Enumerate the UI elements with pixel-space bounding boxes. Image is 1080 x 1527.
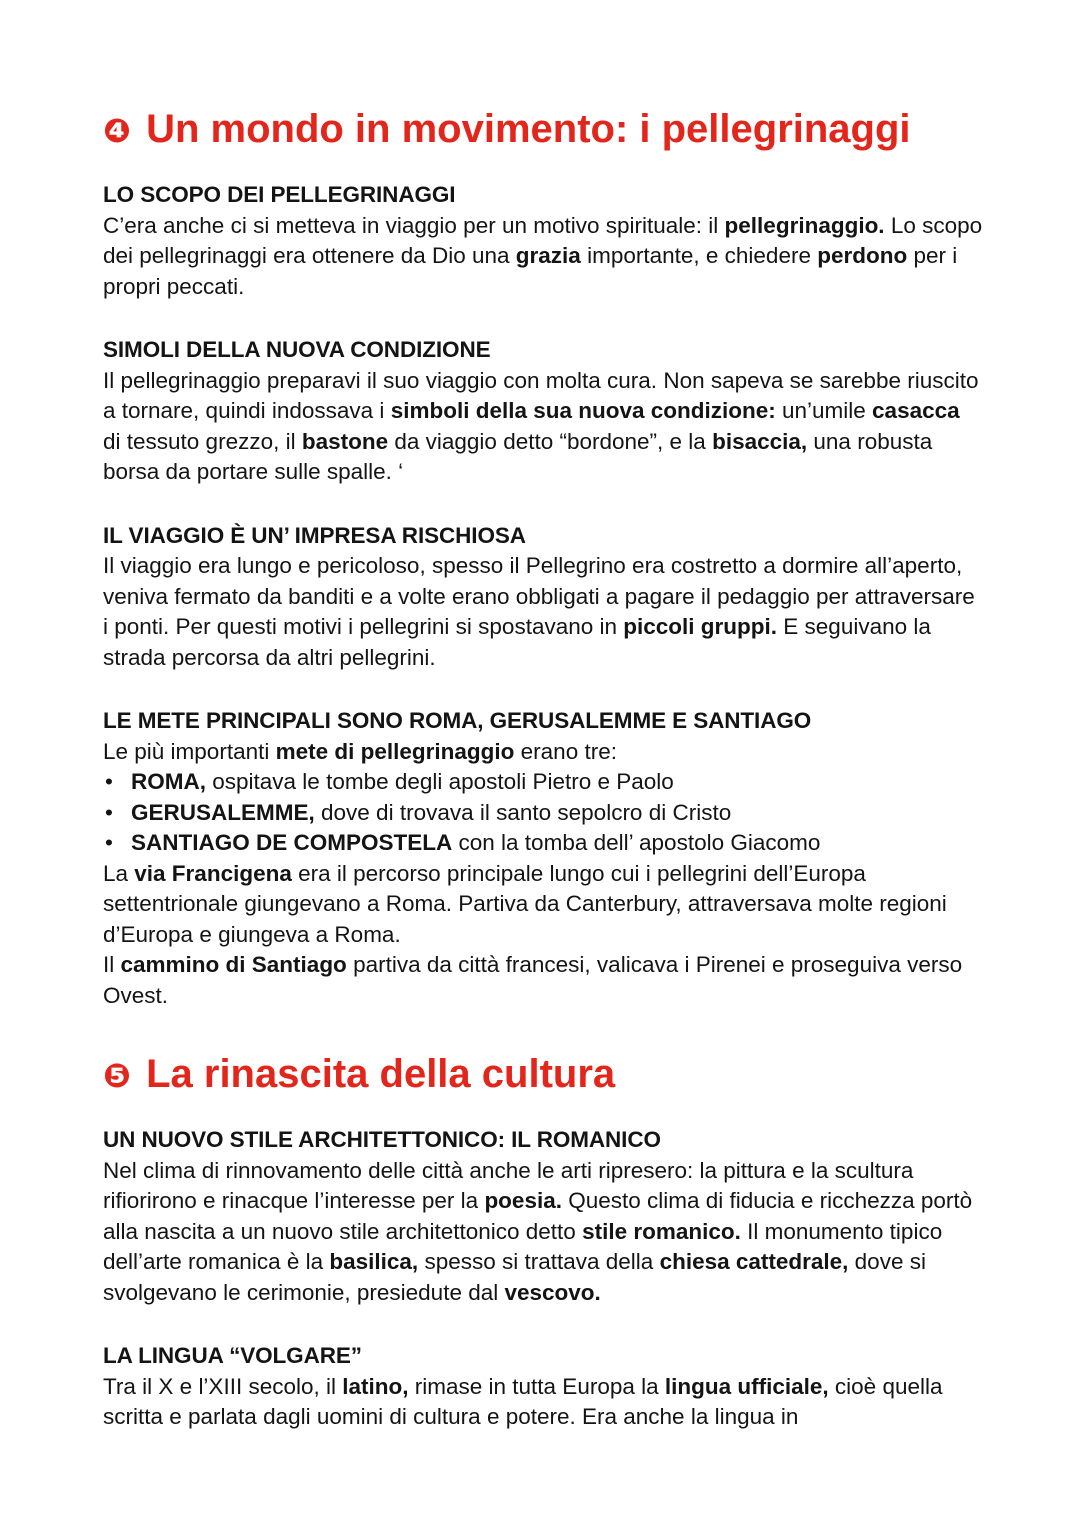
bold-term: perdono <box>817 243 908 268</box>
bold-term: piccoli gruppi. <box>623 614 778 639</box>
bold-term: bastone <box>301 428 389 454</box>
bullet-icon: • <box>105 799 113 825</box>
section-heading: IL VIAGGIO È UN’ IMPRESA RISCHIOSA <box>103 522 526 548</box>
list-item-text: GERUSALEMME, dove di trovava il santo sepolcro di Cristo <box>131 799 732 825</box>
bold-term: simboli della sua nuova condizione: <box>390 398 776 423</box>
bold-term: pellegrinaggio. <box>724 212 885 238</box>
chapter-number-5-icon: ❺ <box>103 1057 131 1094</box>
bold-term: GERUSALEMME, <box>131 799 315 825</box>
list-item <box>103 798 983 829</box>
bold-term: chiesa cattedrale, <box>659 1249 849 1274</box>
section-heading: SIMOLI DELLA NUOVA CONDIZIONE <box>103 337 491 362</box>
bold-term: basilica, <box>329 1249 419 1274</box>
bold-term: ROMA, <box>131 769 206 794</box>
bold-term: poesia. <box>484 1188 562 1213</box>
section-simboli <box>103 335 983 488</box>
bold-term: bisaccia, <box>712 428 808 454</box>
section-mete <box>103 706 983 1011</box>
destinations-list <box>103 767 983 859</box>
list-item-text: ROMA, ospitava le tombe degli apostoli Pietro e Paolo <box>131 769 674 794</box>
bold-term: SANTIAGO DE COMPOSTELA <box>131 830 453 855</box>
list-item <box>103 828 983 859</box>
section-viaggio <box>103 521 983 674</box>
chapter-5-title-text: La rinascita della cultura <box>146 1052 616 1096</box>
section-heading: UN NUOVO STILE ARCHITETTONICO: IL ROMANICO <box>103 1127 661 1152</box>
bold-term: mete di pellegrinaggio <box>275 738 515 764</box>
section-paragraph: Il pellegrinaggio preparavi il suo viaggio con molta cura. Non sapeva se sarebbe riuscito a tornare, quindi indossava i simboli della sua nuova condizione: un’umile casacca di tessuto grezzo, il bastone da viaggio detto “bordone”, e la bisaccia, una robusta borsa da portare sulle spalle. ‘ <box>103 367 979 484</box>
bullet-icon: • <box>105 830 113 855</box>
section-paragraph: Il cammino di Santiago partiva da città francesi, valicava i Pirenei e proseguiva verso Ovest. <box>103 952 963 1008</box>
list-item-text: SANTIAGO DE COMPOSTELA con la tomba dell’ apostolo Giacomo <box>131 830 821 855</box>
section-heading: LA LINGUA “VOLGARE” <box>103 1343 362 1368</box>
bold-term: stile romanico. <box>582 1218 741 1244</box>
section-paragraph: Il viaggio era lungo e pericoloso, spesso il Pellegrino era costretto a dormire all’aperto, veniva fermato da banditi e a volte erano obbligati a pagare il pedaggio per attraversare i ponti. Per questi motivi i pellegrini si spostavano in piccoli gruppi. E seguivano la strada percorsa da altri pellegrini. <box>103 553 975 670</box>
section-paragraph: C’era anche ci si metteva in viaggio per un motivo spirituale: il pellegrinaggio. Lo scopo dei pellegrinaggi era ottenere da Dio una grazia importante, e chiedere perdono per i propri peccati. <box>103 212 983 299</box>
chapter-4-title-text: Un mondo in movimento: i pellegrinaggi <box>146 107 911 151</box>
chapter-4-title <box>103 104 983 156</box>
bold-term: grazia <box>515 243 581 268</box>
section-scopo <box>103 180 983 302</box>
bullet-icon: • <box>105 769 113 794</box>
document-page <box>103 104 983 1466</box>
section-heading: LO SCOPO DEI PELLEGRINAGGI <box>103 182 456 207</box>
list-item <box>103 767 983 798</box>
section-intro: Le più importanti mete di pellegrinaggio erano tre: <box>103 738 617 764</box>
bold-term: via Francigena <box>134 860 292 886</box>
chapter-number-4-icon: ❹ <box>103 112 131 149</box>
bold-term: cammino di Santiago <box>120 952 347 977</box>
section-paragraph: Tra il X e l’XIII secolo, il latino, rimase in tutta Europa la lingua ufficiale, cioè quella scritta e parlata dagli uomini di cultura e potere. Era anche la lingua in <box>103 1373 943 1429</box>
section-romanico <box>103 1125 983 1308</box>
bold-term: lingua ufficiale, <box>664 1373 829 1399</box>
bold-term: casacca <box>872 398 960 423</box>
chapter-5-title <box>103 1049 983 1101</box>
section-paragraph: La via Francigena era il percorso principale lungo cui i pellegrini dell’Europa settentrionale giungevano a Roma. Partiva da Canterbury, attraversava molte regioni d’Europa e giungeva a Roma. <box>103 860 947 947</box>
bold-term: latino, <box>342 1373 409 1399</box>
bold-term: vescovo. <box>504 1279 601 1305</box>
section-heading: LE METE PRINCIPALI SONO ROMA, GERUSALEMME E SANTIAGO <box>103 708 812 733</box>
section-paragraph: Nel clima di rinnovamento delle città anche le arti ripresero: la pittura e la scultura rifiorirono e rinacque l’interesse per la poesia. Questo clima di fiducia e ricchezza portò alla nascita a un nuovo stile architettonico detto stile romanico. Il monumento tipico dell’arte romanica è la basilica, spesso si trattava della chiesa cattedrale, dove si svolgevano le cerimonie, presiedute dal vescovo. <box>103 1157 973 1305</box>
section-volgare <box>103 1341 983 1433</box>
